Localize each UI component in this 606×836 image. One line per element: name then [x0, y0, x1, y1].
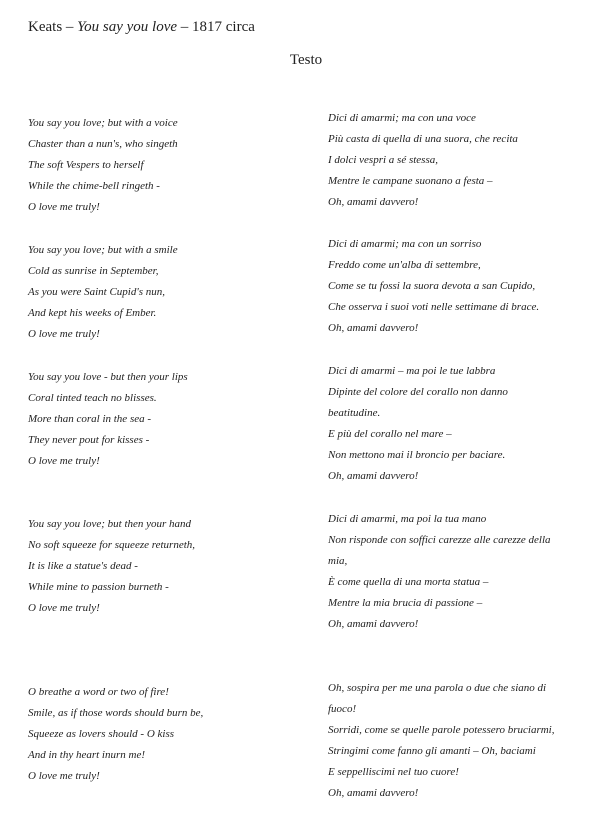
- poem-line: You say you love; but with a smile: [28, 244, 178, 256]
- poem-line: You say you love - but then your lips: [28, 371, 188, 383]
- poem-line: O love me truly!: [28, 770, 100, 782]
- stanza-en-3: [28, 367, 188, 472]
- poem-line: fuoco!: [328, 703, 357, 715]
- poem-line: O love me truly!: [28, 328, 100, 340]
- poem-line: mia,: [328, 555, 348, 567]
- poem-line: Chaster than a nun's, who singeth: [28, 138, 178, 150]
- poem-line: Freddo come un'alba di settembre,: [328, 259, 481, 271]
- poem-line: It is like a statue's dead -: [28, 560, 138, 572]
- poem-line: As you were Saint Cupid's nun,: [28, 286, 165, 298]
- poem-line: You say you love; but then your hand: [28, 518, 192, 530]
- poem-line: O love me truly!: [28, 201, 100, 213]
- poem-line: Mentre le campane suonano a festa –: [328, 175, 493, 187]
- stanza-en-5: [28, 682, 203, 787]
- poem-line: No soft squeeze for squeeze returneth,: [28, 539, 196, 551]
- poem-line: They never pout for kisses -: [28, 434, 150, 446]
- poem-line: Più casta di quella di una suora, che recita: [328, 133, 518, 145]
- poem-line: Mentre la mia brucia di passione –: [328, 597, 483, 609]
- poem-line: Oh, sospira per me una parola o due che siano di: [328, 682, 547, 694]
- poem-line: O love me truly!: [28, 455, 100, 467]
- poem-line: Oh, amami davvero!: [328, 787, 419, 799]
- poem-line: Sorridi, come se quelle parole potessero bruciarmi,: [328, 724, 555, 736]
- stanza-en-4: [28, 514, 195, 619]
- poem-line: Dici di amarmi; ma con un sorriso: [328, 238, 482, 250]
- poem-line: Smile, as if those words should burn be,: [28, 707, 204, 719]
- stanza-en-2: [28, 240, 178, 345]
- title-poem: You say you love: [77, 19, 178, 35]
- poem-line: O breathe a word or two of fire!: [28, 686, 169, 698]
- poem-line: Coral tinted teach no blisses.: [28, 392, 157, 404]
- poem-line: Squeeze as lovers should - O kiss: [28, 728, 175, 740]
- stanza-it-2: [328, 234, 539, 339]
- poem-line: You say you love; but with a voice: [28, 117, 178, 129]
- poem-line: Oh, amami davvero!: [328, 196, 419, 208]
- poem-line: And kept his weeks of Ember.: [28, 307, 157, 319]
- stanza-en-1: [28, 113, 178, 218]
- poem-line: Oh, amami davvero!: [328, 322, 419, 334]
- poem-line: Non risponde con soffici carezze alle carezze della: [328, 534, 551, 546]
- stanza-it-5: [328, 678, 555, 804]
- poem-line: E seppelliscimi nel tuo cuore!: [328, 766, 459, 778]
- stanza-it-1: [328, 108, 518, 213]
- poem-line: I dolci vespri a sé stessa,: [328, 154, 438, 166]
- poem-line: More than coral in the sea -: [28, 413, 152, 425]
- section-heading: Testo: [289, 52, 323, 68]
- title-author: Keats –: [28, 19, 74, 35]
- poem-line: While mine to passion burneth -: [28, 581, 169, 593]
- poem-line: Oh, amami davvero!: [328, 618, 419, 630]
- poem-line: Stringimi come fanno gli amanti – Oh, baciami: [328, 745, 536, 757]
- poem-line: Dipinte del colore del corallo non danno: [328, 386, 508, 398]
- stanza-it-3: [328, 361, 508, 487]
- poem-line: And in thy heart inurn me!: [28, 749, 146, 761]
- poem-line: Dici di amarmi; ma con una voce: [328, 112, 476, 124]
- poem-line: Cold as sunrise in September,: [28, 265, 159, 277]
- document-title: [28, 19, 255, 36]
- poem-line: Oh, amami davvero!: [328, 470, 419, 482]
- poem-line: E più del corallo nel mare –: [328, 428, 452, 440]
- poem-line: Dici di amarmi, ma poi la tua mano: [328, 513, 487, 525]
- poem-line: Dici di amarmi – ma poi le tue labbra: [328, 365, 496, 377]
- stanza-it-4: [328, 509, 551, 635]
- poem-line: Che osserva i suoi voti nelle settimane di brace.: [328, 301, 540, 313]
- poem-line: È come quella di una morta statua –: [328, 576, 489, 588]
- poem-line: beatitudine.: [328, 407, 381, 419]
- poem-line: The soft Vespers to herself: [28, 159, 144, 171]
- poem-line: While the chime-bell ringeth -: [28, 180, 160, 192]
- poem-line: Come se tu fossi la suora devota a san Cupido,: [328, 280, 536, 292]
- poem-line: O love me truly!: [28, 602, 100, 614]
- poem-line: Non mettono mai il broncio per baciare.: [328, 449, 506, 461]
- title-date: – 1817 circa: [180, 19, 255, 35]
